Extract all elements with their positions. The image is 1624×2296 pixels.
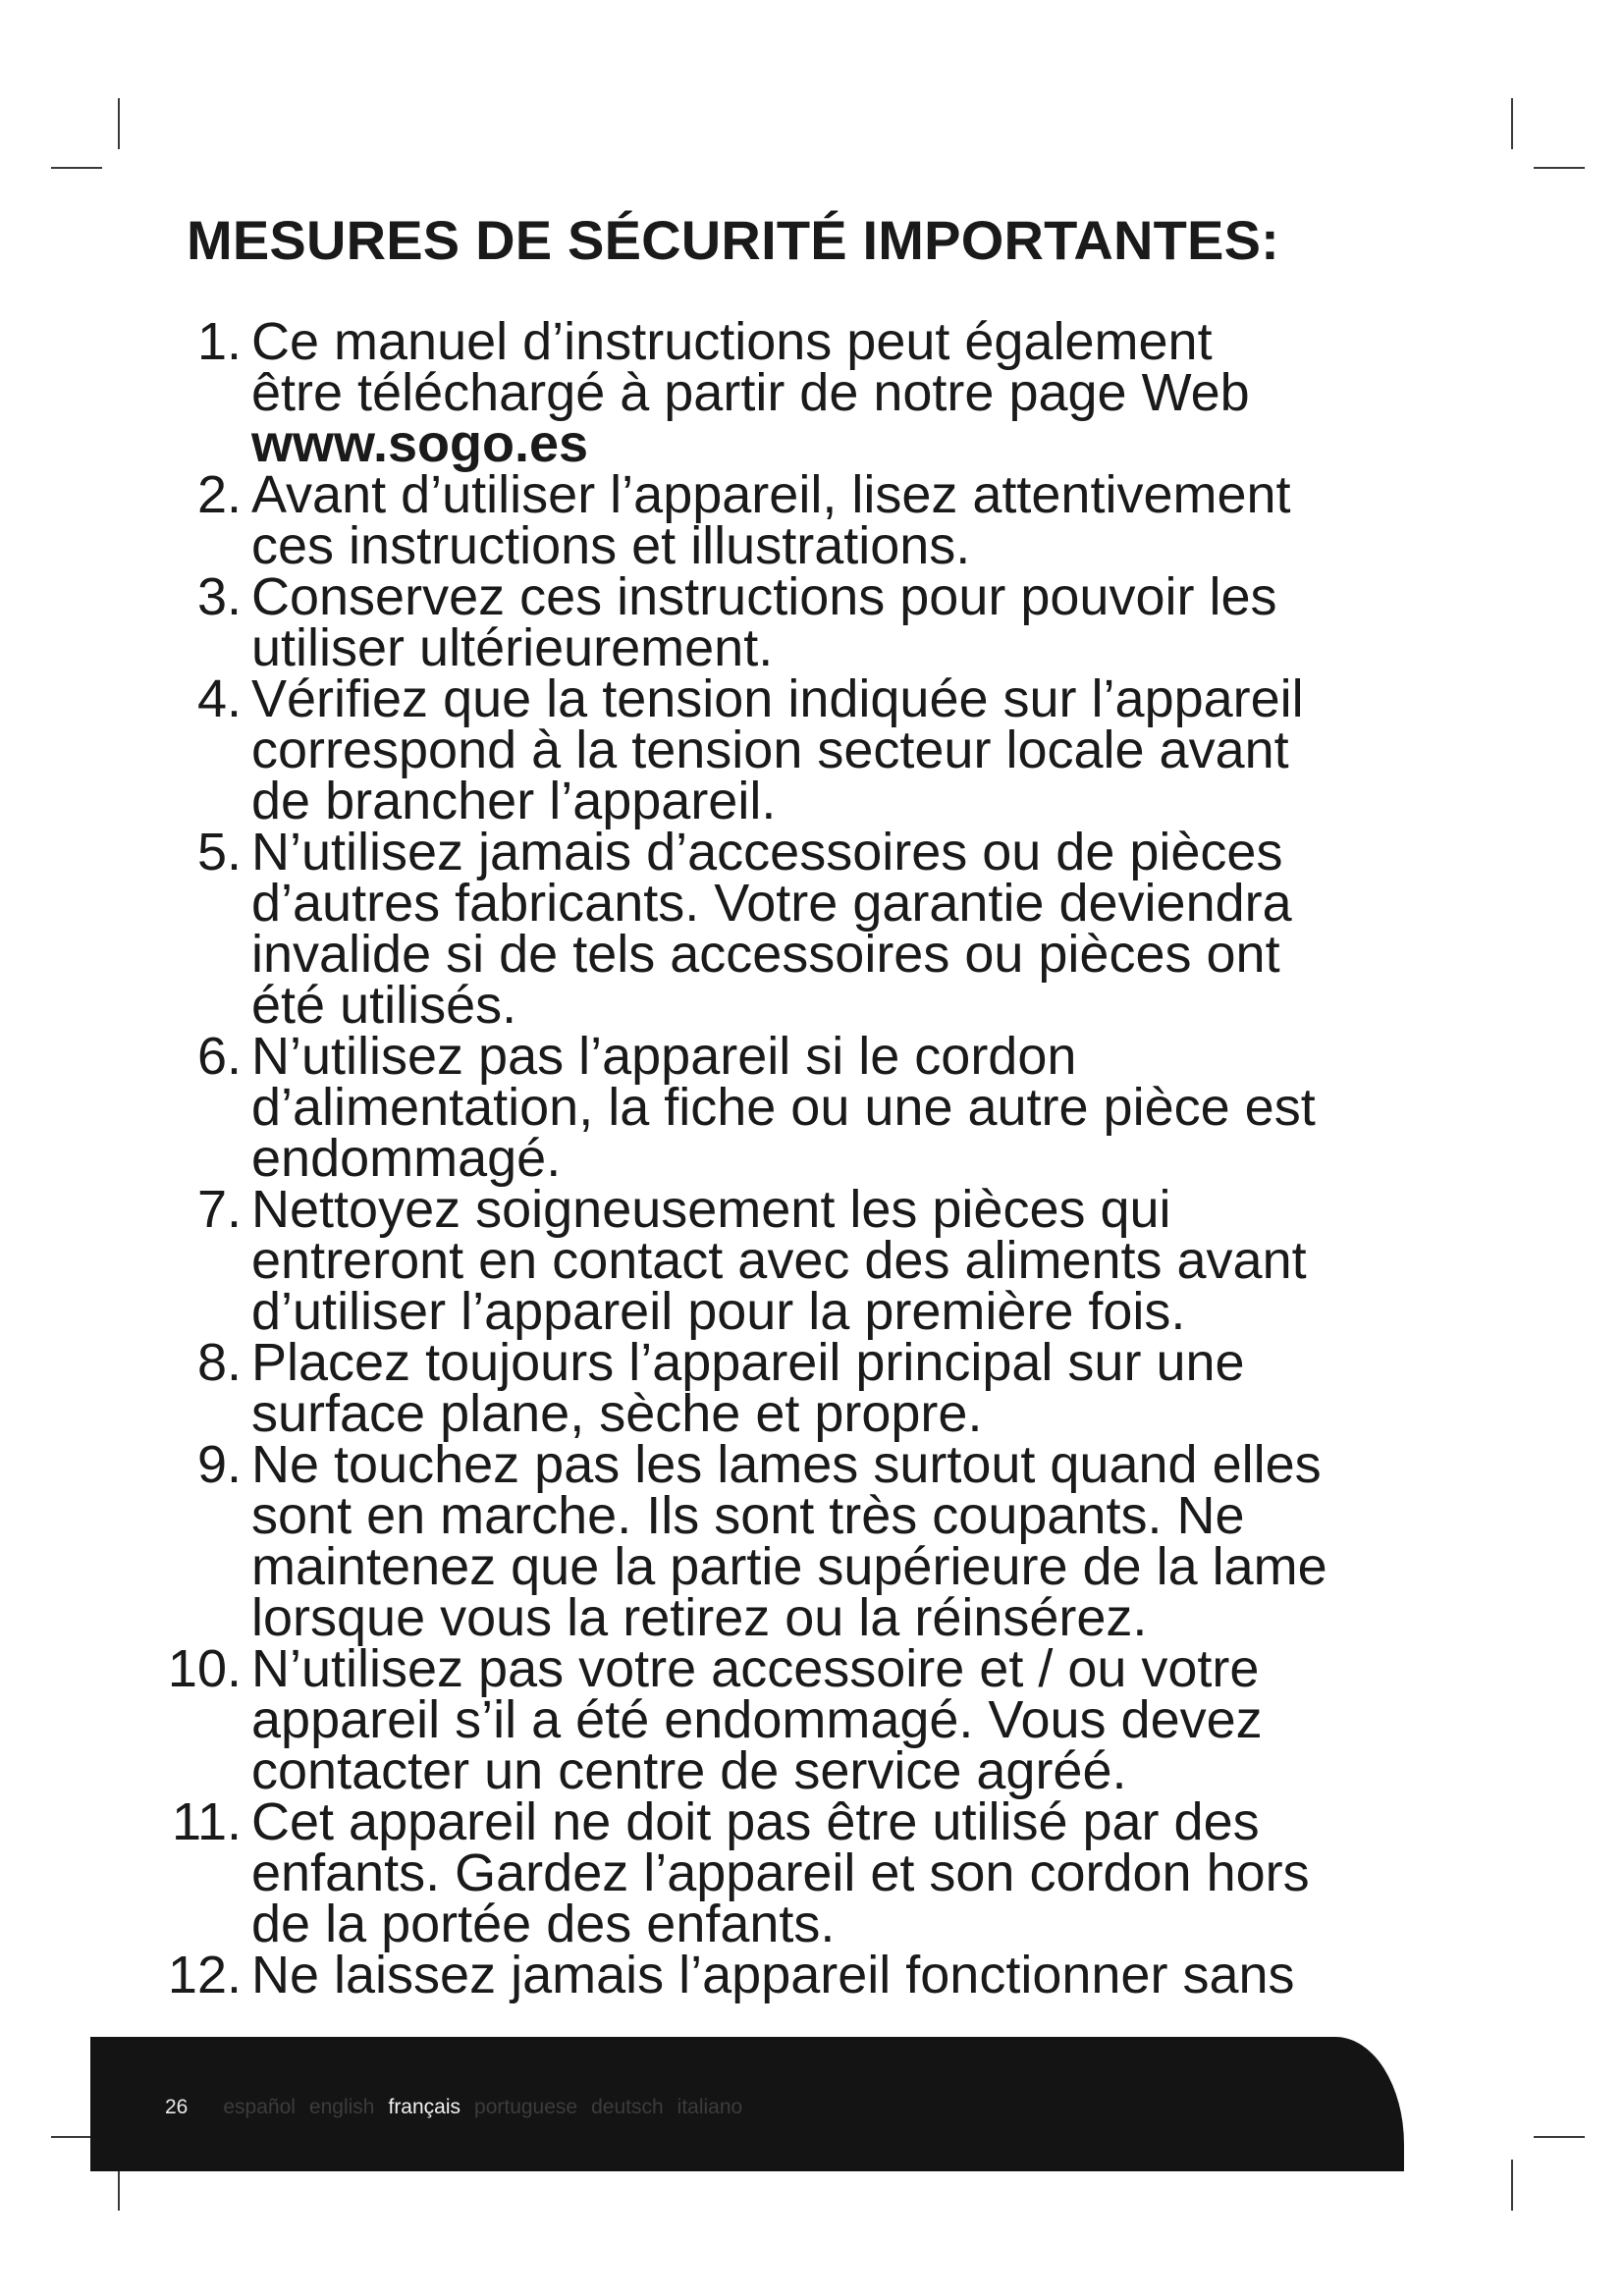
item-text-line: de la portée des enfants. — [251, 1895, 836, 1953]
item-text-line: appareil s’il a été endommagé. Vous devez — [251, 1690, 1263, 1749]
page-title: MESURES DE SÉCURITÉ IMPORTANTES: — [187, 209, 1280, 271]
language-link[interactable]: italiano — [677, 2096, 743, 2118]
item-text-line: maintenez que la partie supérieure de la lame — [251, 1537, 1327, 1596]
list-item — [0, 465, 1624, 575]
item-text-line: être téléchargé à partir de notre page Web — [251, 363, 1250, 422]
item-text-line: d’utiliser l’appareil pour la première fois. — [251, 1282, 1186, 1341]
crop-mark-bottom-right — [1511, 2160, 1513, 2211]
item-text-line: lorsque vous la retirez ou la réinsérez. — [251, 1588, 1148, 1647]
language-link[interactable]: portuguese — [474, 2096, 578, 2118]
crop-mark-top-left — [118, 98, 120, 149]
item-text-line: Ne touchez pas les lames surtout quand elles — [251, 1435, 1322, 1494]
item-number: 8. — [196, 1333, 242, 1392]
list-item — [0, 1333, 1624, 1443]
crop-mark-top-right — [1534, 167, 1585, 169]
list-item — [0, 1639, 1624, 1800]
page-number: 26 — [165, 2096, 189, 2118]
language-link[interactable]: français — [388, 2096, 461, 2118]
list-item — [0, 823, 1624, 1035]
item-text-line: N’utilisez pas votre accessoire et / ou votre — [251, 1639, 1260, 1698]
item-text-line: entreront en contact avec des aliments avant — [251, 1231, 1307, 1290]
page-footer — [90, 2037, 1404, 2171]
item-text-line: Ne laissez jamais l’appareil fonctionner sans — [251, 1946, 1295, 2004]
item-text-line: d’alimentation, la fiche ou une autre pièce est — [251, 1078, 1316, 1137]
item-text-line: Conservez ces instructions pour pouvoir les — [251, 567, 1277, 626]
crop-mark-top-left — [51, 167, 102, 169]
item-text-line: de brancher l’appareil. — [251, 772, 777, 830]
item-number: 3. — [196, 567, 242, 626]
website-link[interactable]: www.sogo.es — [251, 414, 589, 473]
list-item — [0, 1180, 1624, 1341]
item-text-line: N’utilisez jamais d’accessoires ou de pièces — [251, 823, 1283, 881]
list-item — [0, 1946, 1624, 2004]
list-item — [0, 1792, 1624, 1953]
item-text-line: Ce manuel d’instructions peut également — [251, 312, 1213, 371]
list-item — [0, 567, 1624, 677]
safety-instructions-list — [0, 312, 1624, 2004]
item-text-line: été utilisés. — [251, 976, 517, 1035]
item-number: 6. — [196, 1027, 242, 1086]
item-text-line: enfants. Gardez l’appareil et son cordon hors — [251, 1843, 1310, 1902]
item-text-line: N’utilisez pas l’appareil si le cordon — [251, 1027, 1077, 1086]
item-number: 1. — [196, 312, 242, 371]
item-text-line: invalide si de tels accessoires ou pièces ont — [251, 925, 1280, 984]
footer-nav — [165, 2096, 756, 2119]
item-text-line: contacter un centre de service agréé. — [251, 1741, 1127, 1800]
item-text-line: Nettoyez soigneusement les pièces qui — [251, 1180, 1171, 1239]
item-number: 2. — [196, 465, 242, 524]
item-number: 4. — [196, 669, 242, 728]
list-item — [0, 1027, 1624, 1188]
item-number: 7. — [196, 1180, 242, 1239]
item-number: 9. — [196, 1435, 242, 1494]
crop-mark-bottom-right — [1534, 2136, 1585, 2138]
item-text-line: Vérifiez que la tension indiquée sur l’appareil — [251, 669, 1304, 728]
item-number: 11. — [171, 1792, 242, 1851]
item-text-line: sont en marche. Ils sont très coupants. Ne — [251, 1486, 1245, 1545]
language-list — [223, 2096, 756, 2118]
item-number: 10. — [167, 1639, 242, 1698]
item-text-line: ces instructions et illustrations. — [251, 516, 971, 575]
item-text-line: Cet appareil ne doit pas être utilisé par des — [251, 1792, 1260, 1851]
item-text-line: correspond à la tension secteur locale avant — [251, 721, 1289, 779]
language-link[interactable]: deutsch — [591, 2096, 664, 2118]
language-link[interactable]: english — [308, 2096, 375, 2118]
item-text-line: Placez toujours l’appareil principal sur une — [251, 1333, 1245, 1392]
item-number: 12. — [167, 1946, 242, 2004]
item-text-line: d’autres fabricants. Votre garantie deviendra — [251, 874, 1292, 933]
item-text-line: surface plane, sèche et propre. — [251, 1384, 983, 1443]
item-text-line: Avant d’utiliser l’appareil, lisez attentivement — [251, 465, 1291, 524]
language-link[interactable]: español — [223, 2096, 296, 2118]
list-item — [0, 312, 1624, 473]
item-number: 5. — [196, 823, 242, 881]
item-text-line: utiliser ultérieurement. — [251, 618, 774, 677]
list-item — [0, 1435, 1624, 1647]
item-text-line: endommagé. — [251, 1129, 562, 1188]
list-item — [0, 669, 1624, 830]
crop-mark-top-right — [1511, 98, 1513, 149]
